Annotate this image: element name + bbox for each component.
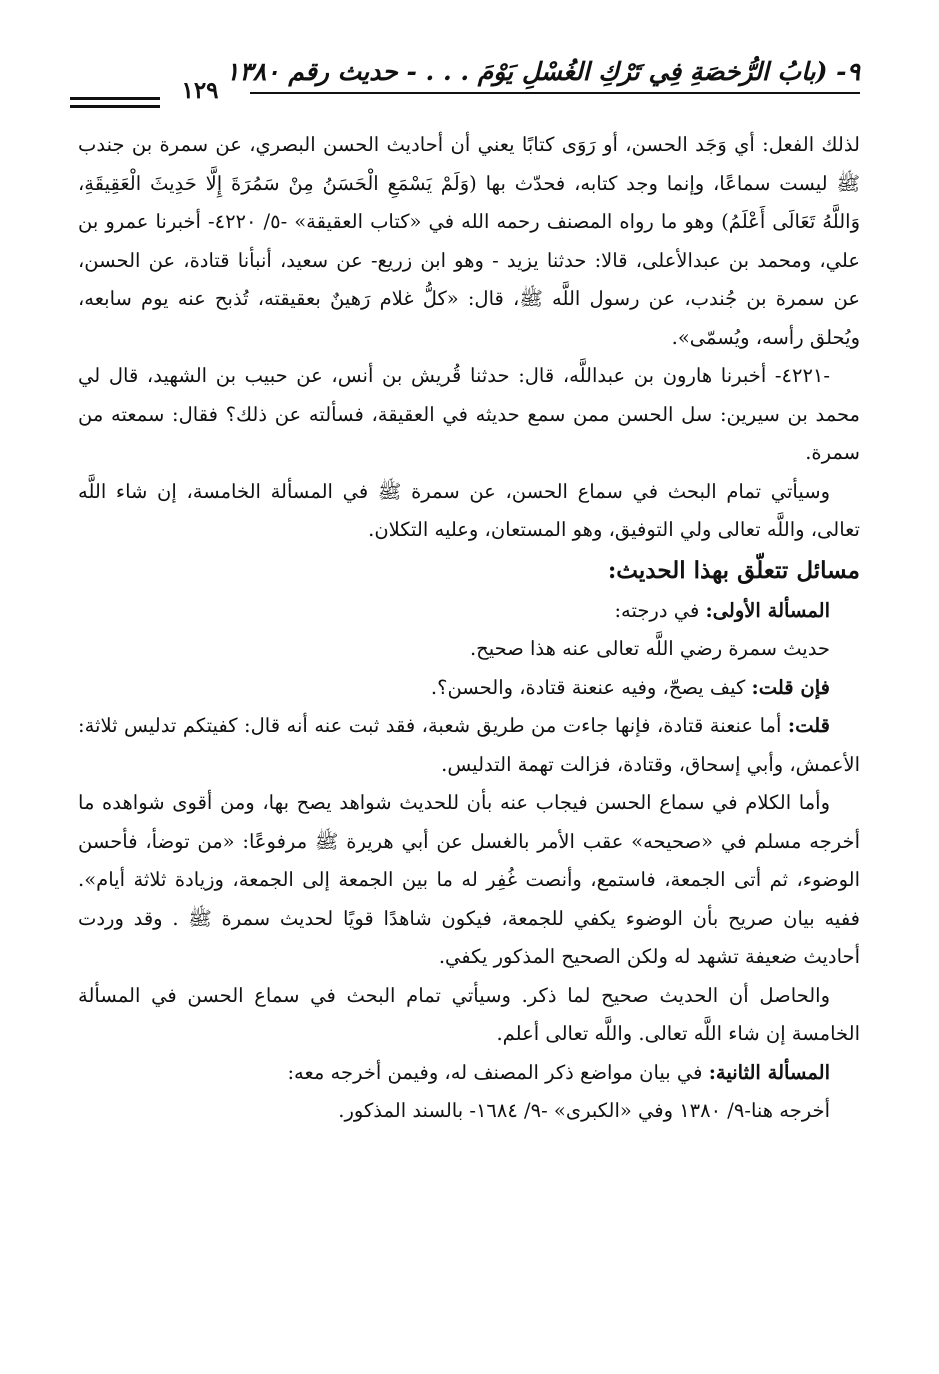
objection-label: فإن قلت: bbox=[751, 675, 830, 699]
page-number: ١٢٩ bbox=[181, 77, 219, 104]
page-number-rule bbox=[70, 97, 160, 100]
answer-paragraph bbox=[78, 707, 860, 784]
header-rule bbox=[250, 92, 860, 94]
paragraph: أخرجه هنا-٩/ ١٣٨٠ وفي «الكبرى» -٩/ ١٦٨٤- بالسند المذكور. bbox=[338, 1099, 830, 1122]
paragraph: وسيأتي تمام البحث في سماع الحسن، عن سمرة ﷺ في المسألة الخامسة، إن شاء اللَّه تعالى، واللَّه تعالى ولي التوفيق، وهو المستعان، وعليه التكلان. bbox=[78, 479, 860, 541]
page-number-rule bbox=[70, 105, 160, 108]
objection-text: كيف يصحّ، وفيه عنعنة قتادة، والحسن؟. bbox=[430, 675, 752, 699]
question-line bbox=[78, 1054, 860, 1093]
paragraph: لذلك الفعل: أي وَجَد الحسن، أو رَوَى كتابًا يعني أن أحاديث الحسن البصري، عن سمرة بن جندب ﷺ ليست سماعًا، وإنما وجد كتابه، فحدّث بها (وَلَمْ يَسْمَعِ الْحَسَنُ مِنْ سَمُرَةَ إِلَّا حَدِيثَ الْعَقِيقَةِ، وَاللَّهُ تَعَالَى أَعْلَمُ) وهو ما رواه المصنف رحمه الله في «كتاب العقيقة» -٥/ ٤٢٢٠- أخبرنا عمرو بن علي، ومحمد بن عبدالأعلى، قالا: حدثنا يزيد - وهو ابن زريع- عن سعيد، أنبأنا قتادة، عن الحسن، عن سمرة بن جُندب، عن رسول اللَّه ﷺ، قال: «كلُّ غلام رَهينٌ بعقيقته، تُذبح عنه يوم سابعه، ويُحلق رأسه، ويُسمّى». bbox=[78, 133, 860, 349]
section-heading: مسائل تتعلّق بهذا الحديث: bbox=[607, 556, 860, 584]
answer-label: قلت: bbox=[787, 714, 830, 737]
paragraph: والحاصل أن الحديث صحيح لما ذكر. وسيأتي تمام البحث في سماع الحسن في المسألة الخامسة إن شاء اللَّه تعالى. واللَّه تعالى أعلم. bbox=[78, 983, 860, 1045]
header-title: ٩- (بابُ الرُّخصَةِ فِي تَرْكِ الغُسْلِ يَوْمَ . . . - حديث رقم ١٣٨٠ bbox=[225, 57, 860, 86]
running-header bbox=[70, 52, 860, 112]
answer-text: أما عنعنة قتادة، فإنها جاءت من طريق شعبة، فقد ثبت عنه أنه قال: كفيتكم تدليس ثلاثة: الأعمش، وأبي إسحاق، وقتادة، فزالت تهمة التدليس. bbox=[78, 714, 860, 776]
question-label: المسألة الأولى: bbox=[705, 598, 830, 622]
question-text: في درجته: bbox=[614, 598, 706, 622]
question-line bbox=[78, 592, 860, 631]
question-line bbox=[78, 669, 860, 708]
question-text: في بيان مواضع ذكر المصنف له، وفيمن أخرجه معه: bbox=[287, 1060, 709, 1084]
paragraph: وأما الكلام في سماع الحسن فيجاب عنه بأن للحديث شواهد يصح بها، ومن أقوى شواهده ما أخرجه مسلم في «صحيحه» عقب الأمر بالغسل عن أبي هريرة ﷺ مرفوعًا: «من توضأ، فأحسن الوضوء، ثم أتى الجمعة، فاستمع، وأنصت غُفِر له ما بين الجمعة إلى الجمعة، وزيادة ثلاثة أيام». ففيه بيان صريح بأن الوضوء يكفي للجمعة، فيكون شاهدًا قويًا لحديث سمرة ﷺ . وقد وردت أحاديث ضعيفة تشهد له ولكن الصحيح المذكور يكفي. bbox=[78, 791, 860, 968]
paragraph: -٤٢٢١- أخبرنا هارون بن عبداللَّه، قال: حدثنا قُريش بن أنس، عن حبيب بن الشهيد، قال لي محمد بن سيرين: سل الحسن ممن سمع حديثه في العقيقة، فسألته عن ذلك؟ فقال: سمعته من سمرة. bbox=[78, 364, 860, 464]
body-text bbox=[78, 126, 860, 1131]
question-label: المسألة الثانية: bbox=[708, 1060, 830, 1084]
paragraph: حديث سمرة رضي اللَّه تعالى عنه هذا صحيح. bbox=[469, 637, 830, 660]
